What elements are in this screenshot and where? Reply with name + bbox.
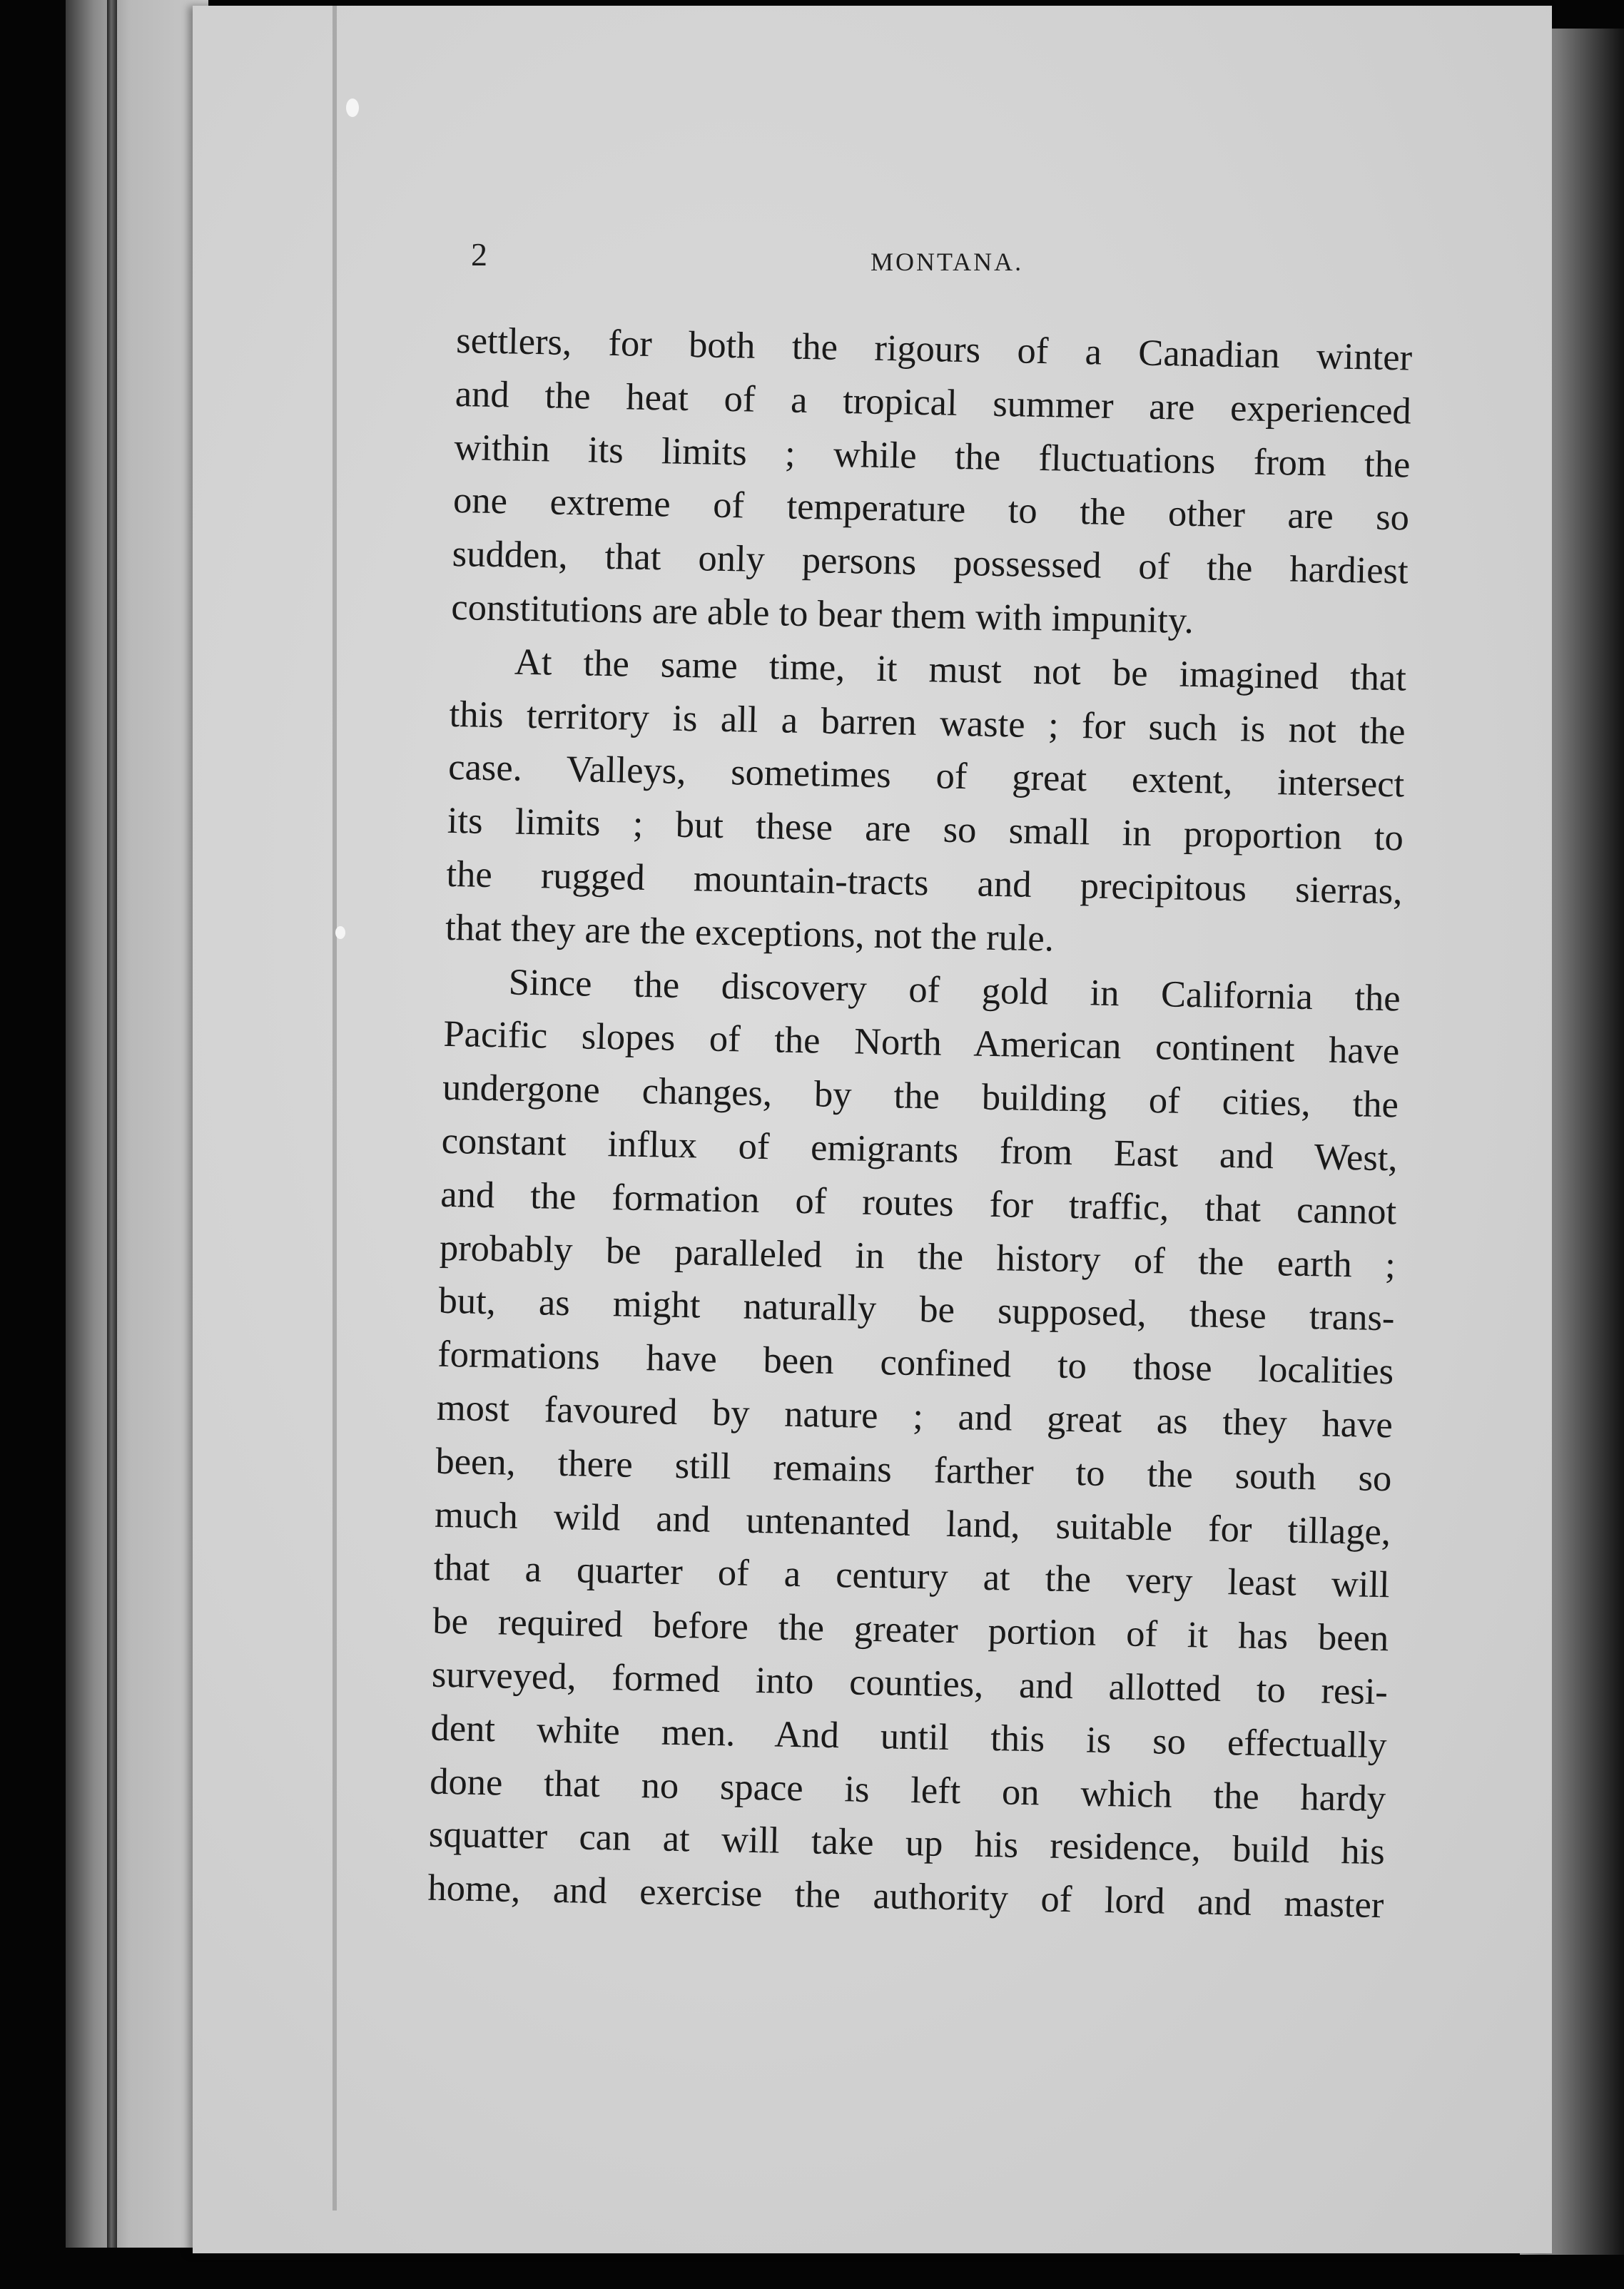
text-line: dent white men. And until this is so effectually [430,1707,1387,1766]
text-line: the rugged mountain-tracts and precipitous sierras, [446,853,1403,913]
text-line: squatter can at will take up his residence, build his [428,1813,1386,1873]
text-line: constitutions are able to bear them with impunity. [450,586,1194,641]
text-line: within its limits ; while the fluctuations from the [454,426,1411,486]
text-line: much wild and untenanted land, suitable for tillage, [434,1493,1391,1553]
running-head: MONTANA. [871,248,1024,276]
text-line: most favoured by nature ; and great as they have [436,1386,1394,1446]
text-line: Pacific slopes of the North American continent have [442,1013,1400,1072]
text-line: case. Valleys, sometimes of great extent, intersect [447,746,1405,806]
text-line: Since the discovery of gold in California the [508,961,1401,1019]
dust-speck [346,98,359,117]
text-line: home, and exercise the authority of lord and master [427,1867,1384,1927]
text-line: be required before the greater portion of it has been [432,1600,1389,1660]
text-line: undergone changes, by the building of cities, the [442,1066,1399,1126]
text-line: that a quarter of a century at the very least will [433,1547,1391,1606]
book-cover-edge [66,0,208,2248]
text-line: settlers, for both the rigours of a Canadian winter [455,319,1413,379]
book-spine-shadow [107,0,117,2248]
page-fold-line [333,6,337,2211]
text-line: this territory is all a barren waste ; for such is not the [449,693,1406,753]
text-line: sudden, that only persons possessed of the hardiest [452,533,1409,592]
page-number: 2 [471,236,487,273]
text-line: formations have been confined to those localities [437,1333,1394,1393]
text-line: done that no space is left on which the hardy [429,1760,1386,1819]
text-line: and the formation of routes for traffic, that cannot [440,1173,1397,1233]
text-line: been, there still remains farther to the south so [435,1440,1392,1500]
text-line: its limits ; but these are so small in proportion to [447,800,1404,859]
dust-speck [335,926,345,939]
text-line: constant influx of emigrants from East and West, [441,1120,1399,1179]
text-line: and the heat of a tropical summer are experienced [455,372,1412,432]
text-line: that they are the exceptions, not the rule. [445,906,1055,960]
text-line: one extreme of temperature to the other are so [452,479,1410,539]
text-line: but, as might naturally be supposed, these trans- [438,1280,1395,1339]
text-line: probably be paralleled in the history of the earth ; [439,1227,1396,1286]
text-line: At the same time, it must not be imagined that [514,641,1407,699]
body-text [427,314,1413,1932]
page-header [471,228,1406,285]
text-line: surveyed, formed into counties, and allotted to resi- [431,1653,1389,1713]
